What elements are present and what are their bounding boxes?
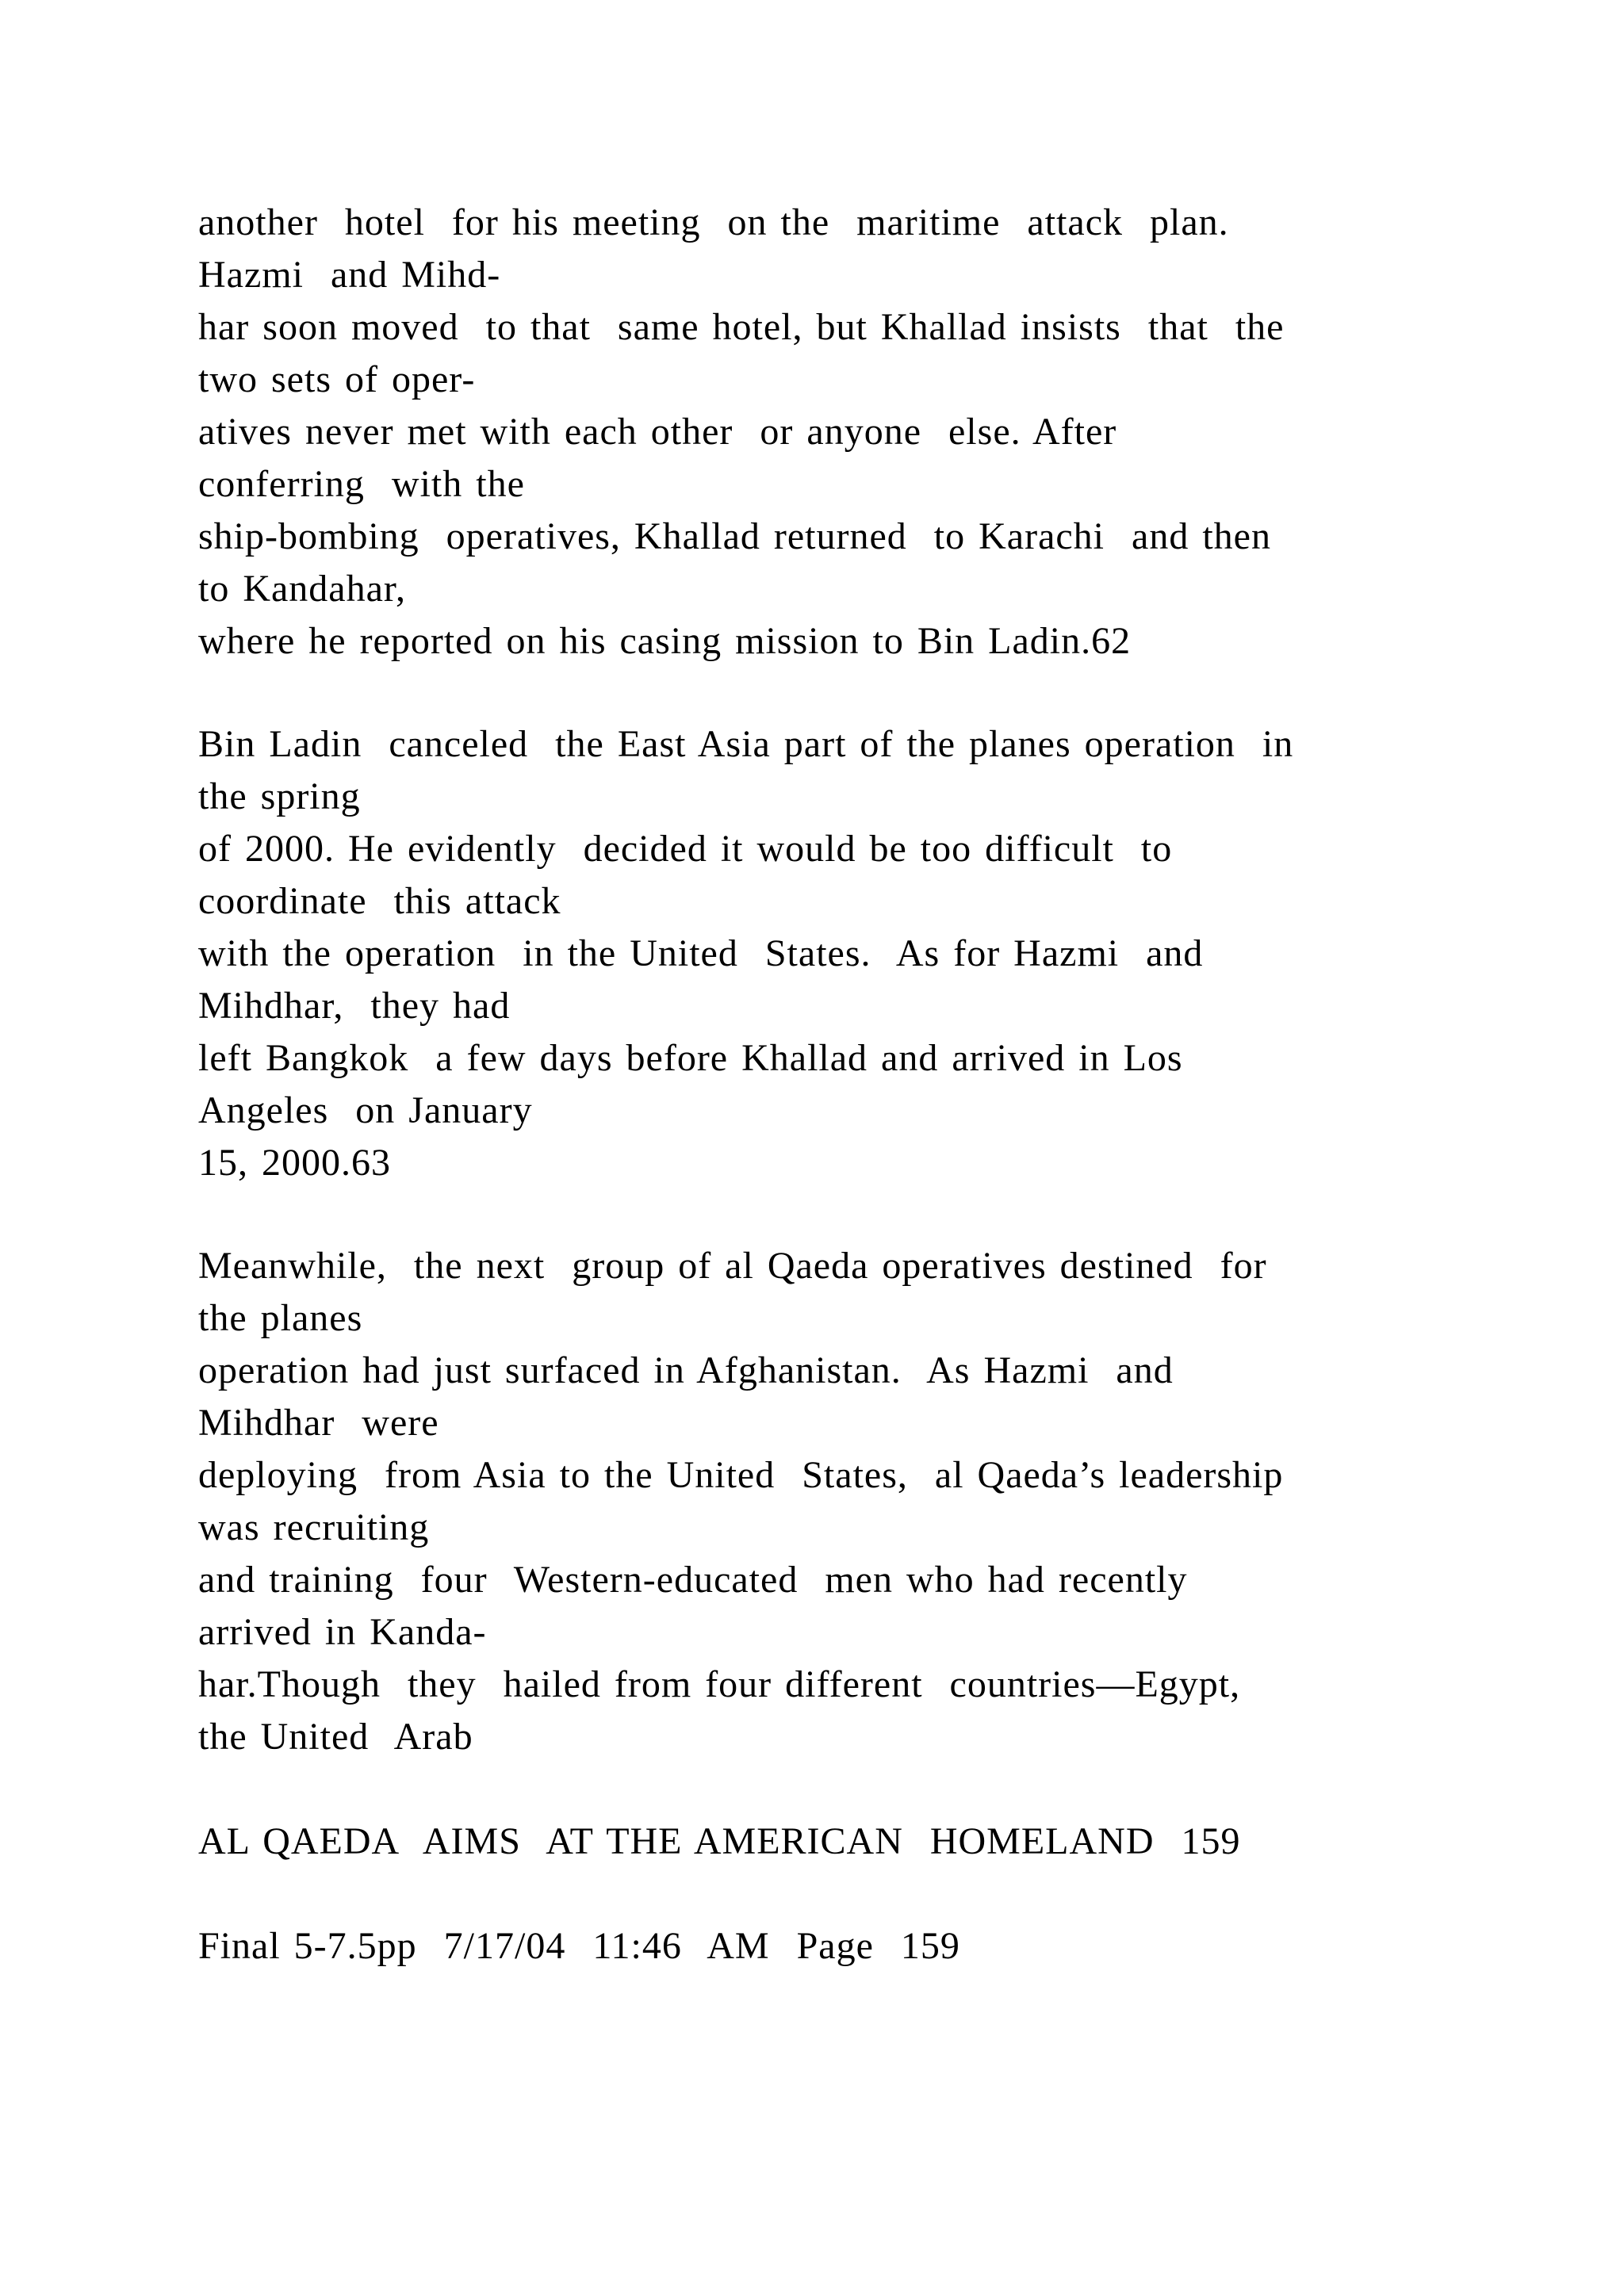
- print-slug: Final 5-7.5pp 7/17/04 11:46 AM Page 159: [198, 1925, 960, 1967]
- text-line: deploying from Asia to the United States, al Qaeda’s leadership: [198, 1454, 1284, 1496]
- text-line: ship-bombing operatives, Khallad returned to Karachi and then: [198, 515, 1271, 557]
- text-line: conferring with the: [198, 463, 525, 505]
- text-line: and training four Western-educated men who had recently: [198, 1559, 1188, 1601]
- text-line: left Bangkok a few days before Khallad and arrived in Los: [198, 1037, 1183, 1079]
- running-footer: AL QAEDA AIMS AT THE AMERICAN HOMELAND 159: [198, 1820, 1241, 1862]
- text-line: Hazmi and Mihd-: [198, 254, 501, 296]
- text-line: the spring: [198, 775, 361, 817]
- text-line: another hotel for his meeting on the maritime attack plan.: [198, 201, 1229, 243]
- text-line: two sets of oper-: [198, 358, 476, 400]
- text-line: the planes: [198, 1297, 363, 1339]
- text-line: Bin Ladin canceled the East Asia part of the planes operation in: [198, 723, 1294, 765]
- text-line: 15, 2000.63: [198, 1142, 391, 1184]
- text-line: Meanwhile, the next group of al Qaeda operatives destined for: [198, 1245, 1267, 1287]
- text-line: har.Though they hailed from four different countries—Egypt,: [198, 1663, 1241, 1705]
- text-line: Mihdhar were: [198, 1402, 439, 1444]
- text-line: Mihdhar, they had: [198, 985, 511, 1027]
- text-line: was recruiting: [198, 1506, 430, 1548]
- text-line: operation had just surfaced in Afghanistan. As Hazmi and: [198, 1349, 1174, 1391]
- text-line: coordinate this attack: [198, 880, 561, 922]
- text-line: with the operation in the United States. As for Hazmi and: [198, 932, 1204, 974]
- text-line: Angeles on January: [198, 1089, 533, 1131]
- text-line: har soon moved to that same hotel, but Khallad insists that the: [198, 306, 1285, 348]
- text-line: to Kandahar,: [198, 568, 406, 610]
- text-line: arrived in Kanda-: [198, 1611, 487, 1653]
- text-line: atives never met with each other or anyone else. After: [198, 411, 1117, 453]
- text-line: of 2000. He evidently decided it would be too difficult to: [198, 828, 1173, 870]
- text-line: where he reported on his casing mission to Bin Ladin.62: [198, 620, 1132, 662]
- text-line: the United Arab: [198, 1716, 473, 1758]
